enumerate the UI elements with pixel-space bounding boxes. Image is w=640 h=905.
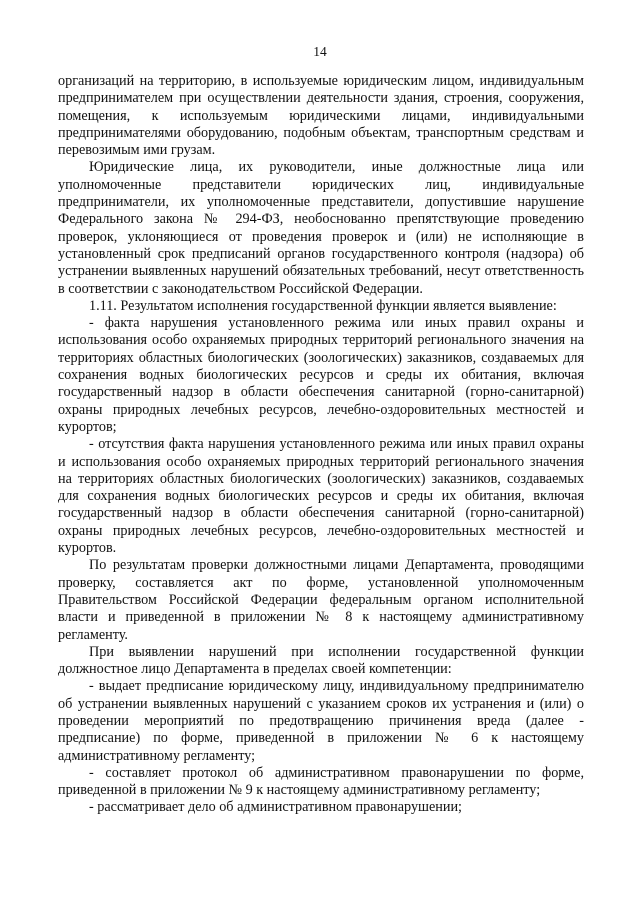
list-item-no-violation-fact: - отсутствия факта нарушения установленного режима или иных правил охраны и использования особо охраняемых природных территорий регионального значения на территориях областных биологических (зоологических) заказников, создаваемых для сохранения водных биологических ресурсов и среды их обитания, включая государственный надзор в области обеспечения санитарной (горно-санитарной) охраны природных лечебных ресурсов, лечебно-оздоровительных местностей и курортов. [58,436,584,557]
page-number: 14 [313,44,327,59]
list-item-draw-protocol: - составляет протокол об административном правонарушении по форме, приведенной в приложении № 9 к настоящему административному регламенту; [58,764,584,799]
list-item-issue-order: - выдает предписание юридическому лицу, индивидуальному предпринимателю об устранении выявленных нарушений с указанием сроков их устранения и (или) о проведении мероприятий по предотвращению причинения вреда (далее - предписание) по форме, приведенной в приложении № 6 к настоящему административному регламенту; [58,678,584,764]
paragraph-inspection-act: По результатам проверки должностными лицами Департамента, проводящими проверку, составляется акт по форме, установленной уполномоченным Правительством Российской Федерации федеральным органом исполнительной власти и приведенной в приложении № 8 к настоящему административному регламенту. [58,557,584,643]
paragraph-violations-detected: При выявлении нарушений при исполнении государственной функции должностное лицо Департамента в пределах своей компетенции: [58,643,584,678]
list-item-violation-fact: - факта нарушения установленного режима или иных правил охраны и использования особо охраняемых природных территорий регионального значения на территориях областных биологических (зоологических) заказников, создаваемых для сохранения водных биологических ресурсов и среды их обитания, включая государственный надзор в области обеспечения санитарной (горно-санитарной) охраны природных лечебных ресурсов, лечебно-оздоровительных местностей и курортов; [58,315,584,435]
paragraph-liability: Юридические лица, их руководители, иные должностные лица или уполномоченные представители юридических лиц, индивидуальные предприниматели, их уполномоченные представители, допустившие нарушение Федерального закона № 294-ФЗ, необоснованно препятствующие проведению проверок, уклоняющиеся от проведения проверок и (или) не исполняющие в установленный срок предписаний органов государственного контроля (надзора) об устранении выявленных нарушений обязательных требований, несут ответственность в соответствии с законодательством Российской Федерации. [58,159,584,297]
document-body [58,73,584,817]
paragraph-continuation: организаций на территорию, в используемые юридическим лицом, индивидуальным предпринимателем при осуществлении деятельности здания, строения, сооружения, помещения, к используемым юридическими лицами, индивидуальными предпринимателями оборудованию, подобным объектам, транспортным средствам и перевозимым ими грузам. [58,73,584,159]
paragraph-result-heading: 1.11. Результатом исполнения государственной функции является выявление: [89,297,557,314]
list-item-consider-case: - рассматривает дело об административном правонарушении; [89,799,462,816]
